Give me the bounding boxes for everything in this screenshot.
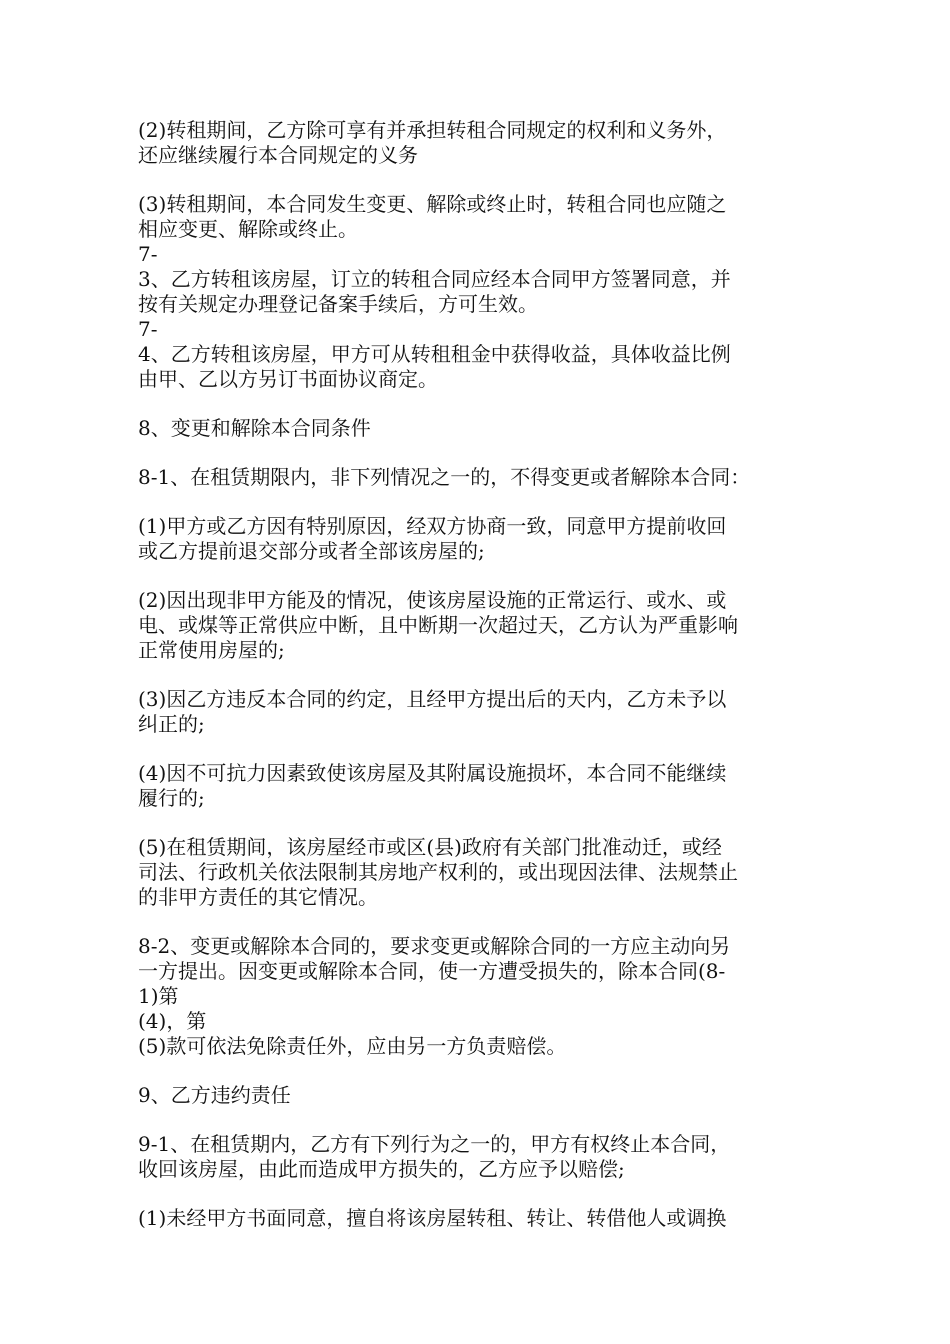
text-line: 电、或煤等正常供应中断，且中断期一次超过天，乙方认为严重影响	[138, 613, 738, 637]
clause-9-1-item-1	[138, 1206, 828, 1231]
clause-8-1-item-2	[138, 588, 828, 663]
text-line: 或乙方提前退交部分或者全部该房屋的;	[138, 539, 485, 563]
text-line: (2)转租期间，乙方除可享有并承担转租合同规定的权利和义务外，	[138, 118, 727, 142]
text-line: 还应继续履行本合同规定的义务	[138, 143, 418, 167]
clause-9-1	[138, 1132, 828, 1182]
text-line: (5)款可依法免除责任外，应由另一方负责赔偿。	[138, 1034, 567, 1058]
section-title: 8、变更和解除本合同条件	[138, 416, 371, 440]
text-line: 相应变更、解除或终止。	[138, 217, 358, 241]
text-line: 4、乙方转租该房屋，甲方可从转租租金中获得收益，具体收益比例	[138, 342, 731, 366]
text-line: (5)在租赁期间，该房屋经市或区(县)政府有关部门批准动迁，或经	[138, 835, 722, 859]
text-line: 正常使用房屋的;	[138, 638, 285, 662]
text-line: 由甲、乙以方另订书面协议商定。	[138, 367, 438, 391]
clause-8-1	[138, 465, 828, 490]
paragraph-sublease-rights	[138, 118, 828, 168]
text-line: 7-	[138, 317, 158, 341]
text-line: (4)因不可抗力因素致使该房屋及其附属设施损坏，本合同不能继续	[138, 761, 727, 785]
clause-8-1-item-5	[138, 835, 828, 910]
text-line: 8-2、变更或解除本合同的，要求变更或解除合同的一方应主动向另	[138, 934, 731, 958]
text-line: (1)甲方或乙方因有特别原因，经双方协商一致，同意甲方提前收回	[138, 514, 727, 538]
text-line: 纠正的;	[138, 712, 205, 736]
text-line: (3)因乙方违反本合同的约定，且经甲方提出后的天内，乙方未予以	[138, 687, 727, 711]
text-line: 1)第	[138, 984, 179, 1008]
text-line: 按有关规定办理登记备案手续后，方可生效。	[138, 292, 538, 316]
text-line: (2)因出现非甲方能及的情况，使该房屋设施的正常运行、或水、或	[138, 588, 727, 612]
text-line: 9-1、在租赁期内，乙方有下列行为之一的，甲方有权终止本合同，	[138, 1132, 731, 1156]
text-line: (3)转租期间，本合同发生变更、解除或终止时，转租合同也应随之	[138, 192, 727, 216]
text-line: 司法、行政机关依法限制其房地产权利的，或出现因法律、法规禁止	[138, 860, 738, 884]
text-line: 3、乙方转租该房屋，订立的转租合同应经本合同甲方签署同意，并	[138, 267, 731, 291]
paragraph-sublease-change	[138, 192, 828, 392]
section-heading-9	[138, 1083, 828, 1108]
text-line: 7-	[138, 242, 158, 266]
clause-8-1-item-3	[138, 687, 828, 737]
clause-8-1-item-4	[138, 761, 828, 811]
section-title: 9、乙方违约责任	[138, 1083, 291, 1107]
text-line: 一方提出。因变更或解除本合同，使一方遭受损失的，除本合同(8-	[138, 959, 726, 983]
document-page	[138, 118, 828, 1231]
text-line: 8-1、在租赁期限内，非下列情况之一的，不得变更或者解除本合同：	[138, 465, 751, 489]
text-line: 履行的;	[138, 786, 205, 810]
clause-8-1-item-1	[138, 514, 828, 564]
text-line: (1)未经甲方书面同意，擅自将该房屋转租、转让、转借他人或调换	[138, 1206, 727, 1230]
section-heading-8	[138, 416, 828, 441]
clause-8-2	[138, 934, 828, 1059]
text-line: 的非甲方责任的其它情况。	[138, 885, 378, 909]
text-line: (4)，第	[138, 1009, 207, 1033]
text-line: 收回该房屋，由此而造成甲方损失的，乙方应予以赔偿;	[138, 1157, 625, 1181]
